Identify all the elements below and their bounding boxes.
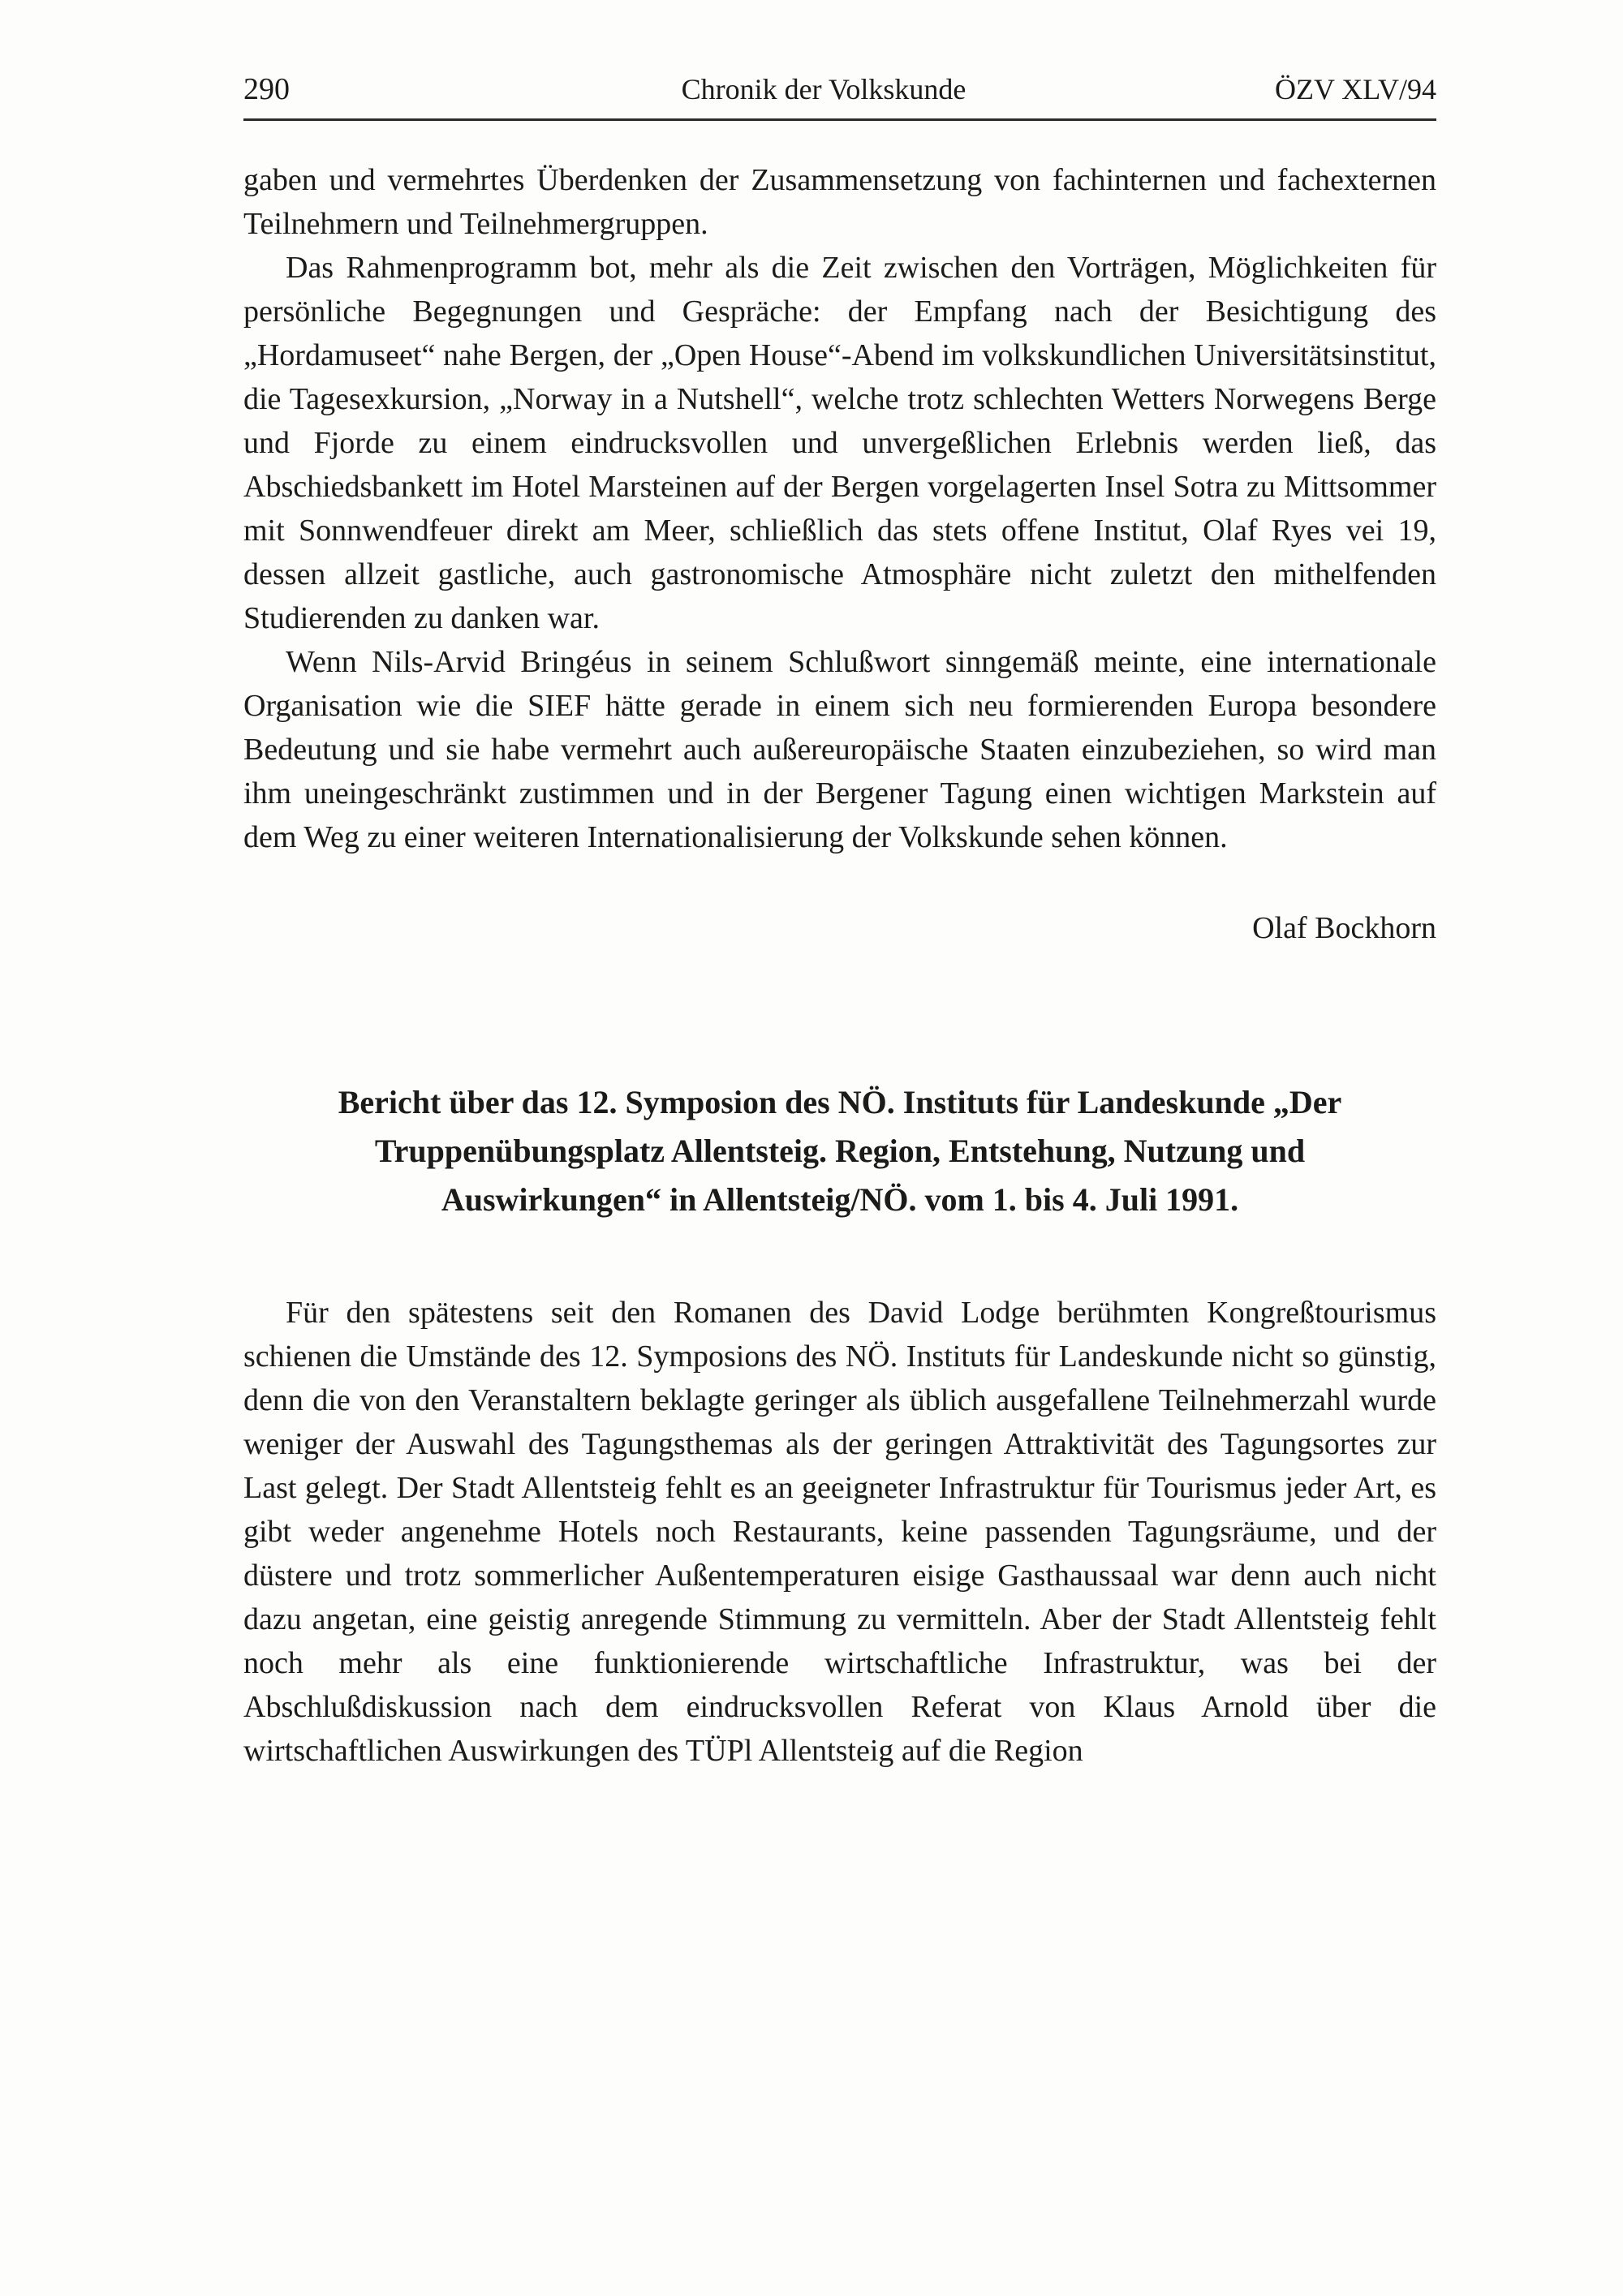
paragraph: gaben und vermehrtes Überdenken der Zusammensetzung von fachinternen und fachexternen Teilnehmern und Teilnehmergruppen.: [243, 163, 1436, 241]
running-header: [243, 71, 1436, 118]
page-content: [243, 71, 1436, 1773]
header-rule: [243, 118, 1436, 121]
journal-issue-label: ÖZV XLV/94: [1274, 73, 1436, 105]
paragraph: Für den spätestens seit den Romanen des David Lodge berühmten Kongreßtourismus schienen die Umstände des 12. Symposions des NÖ. Instituts für Landeskunde nicht so günstig, denn die von den Veranstaltern beklagte geringer als üblich ausgefallene Teilnehmerzahl wurde weniger der Auswahl des Tagungsthemas als der geringen Attraktivität des Tagungsortes zur Last gelegt. Der Stadt Allentsteig fehlt es an geeigneter Infrastruktur für Tourismus jeder Art, es gibt weder angenehme Hotels noch Restaurants, keine passenden Tagungsräume, und der düstere und trotz sommerlicher Außentemperaturen eisige Gasthaussaal war denn auch nicht dazu angetan, eine geistig anregende Stimmung zu vermitteln. Aber der Stadt Allentsteig fehlt noch mehr als eine funktionierende wirtschaftliche Infrastruktur, was bei der Abschlußdiskussion nach dem eindrucksvollen Referat von Klaus Arnold über die wirtschaftlichen Auswirkungen des TÜPl Allentsteig auf die Region: [243, 1296, 1436, 1768]
report-title: Bericht über das 12. Symposion des NÖ. Instituts für Landeskunde „Der Truppenübungsplatz Allentsteig. Region, Entstehung, Nutzung und Auswirkungen“ in Allentsteig/NÖ. vom 1. bis 4. Juli 1991.: [338, 1084, 1342, 1218]
author-signature: Olaf Bockhorn: [1252, 911, 1436, 945]
paragraph: Das Rahmenprogramm bot, mehr als die Zeit zwischen den Vorträgen, Möglichkeiten für persönliche Begegnungen und Gespräche: der Empfang nach der Besichtigung des „Hordamuseet“ nahe Bergen, der „Open House“-Abend im volkskundlichen Universitätsinstitut, die Tagesexkursion, „Norway in a Nutshell“, welche trotz schlechten Wetters Norwegens Berge und Fjorde zu einem eindrucksvollen und unvergeßlichen Erlebnis werden ließ, das Abschiedsbankett im Hotel Marsteinen auf der Bergen vorgelagerten Insel Sotra zu Mittsommer mit Sonnwendfeuer direkt am Meer, schließlich das stets offene Institut, Olaf Ryes vei 19, dessen allzeit gastliche, auch gastronomische Atmosphäre nicht zuletzt den mithelfenden Studierenden zu danken war.: [243, 251, 1436, 635]
running-header-title: Chronik der Volkskunde: [681, 73, 966, 105]
report-body: [243, 1291, 1436, 1773]
article-conclusion: [243, 158, 1436, 950]
paragraph: Wenn Nils-Arvid Bringéus in seinem Schlußwort sinngemäß meinte, eine internationale Organisation wie die SIEF hätte gerade in einem sich neu formierenden Europa besondere Bedeutung und sie habe vermehrt auch außereuropäische Staaten einzubeziehen, so wird man ihm uneingeschränkt zustimmen und in der Bergener Tagung einen wichtigen Markstein auf dem Weg zu einer weiteren Internationalisierung der Volkskunde sehen können.: [243, 645, 1436, 854]
page-number: 290: [243, 72, 290, 106]
